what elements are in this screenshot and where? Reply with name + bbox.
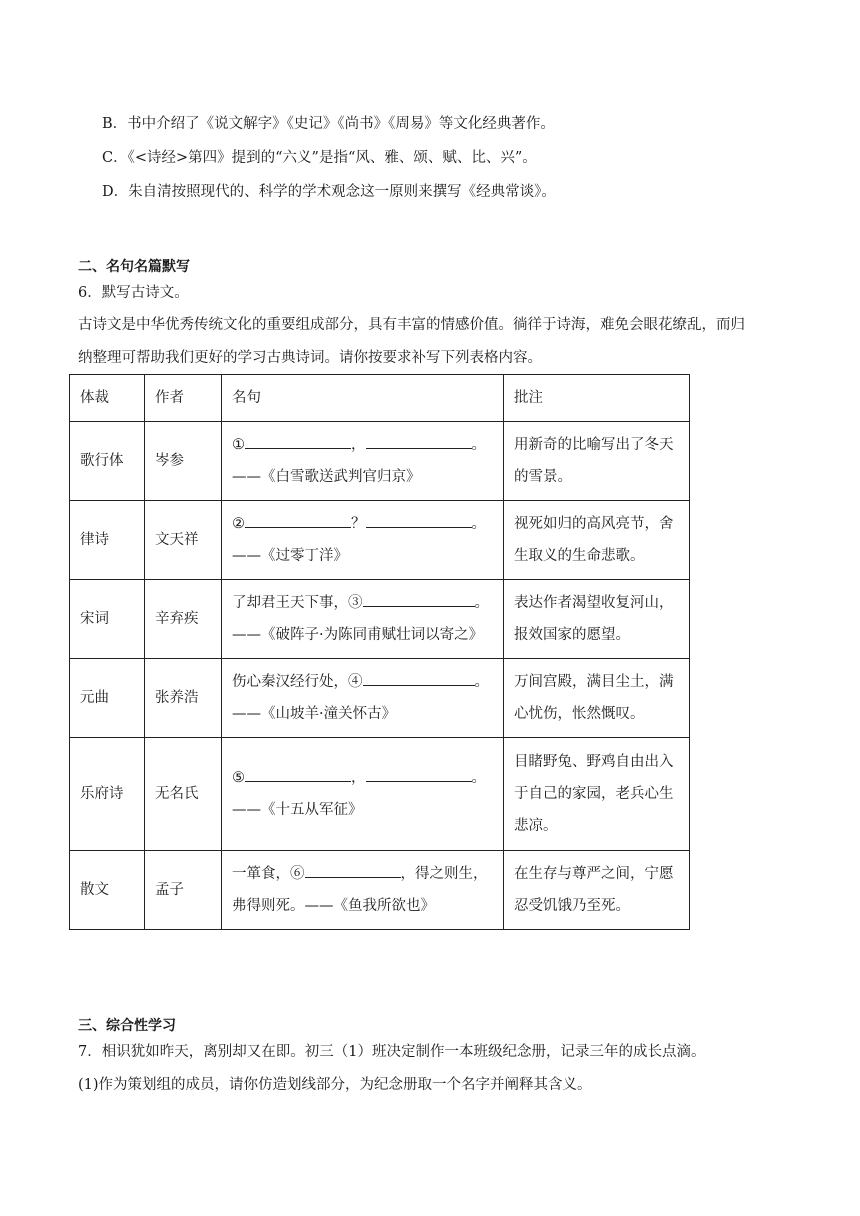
answer-blank[interactable]: [245, 432, 351, 449]
table-row: [70, 422, 690, 501]
poem-table: [69, 374, 690, 930]
source: ——《破阵子·为陈同甫赋壮词以寄之》: [232, 627, 484, 643]
answer-blank[interactable]: [366, 432, 472, 449]
genre-cell: 歌行体: [70, 422, 145, 501]
note-cell: 在生存与尊严之间，宁愿 忍受饥饿乃至死。: [504, 851, 690, 930]
line-cell: 伤心秦汉经行处，④ 。 ——《山坡羊·潼关怀古》: [222, 659, 504, 738]
source: ——《山坡羊·潼关怀古》: [232, 706, 397, 722]
table-row: [70, 851, 690, 930]
line-cell: 了却君王天下事，③ 。 ——《破阵子·为陈同甫赋壮词以寄之》: [222, 580, 504, 659]
option-b: B．书中介绍了《说文解字》《史记》《尚书》《周易》等文化经典著作。: [102, 116, 555, 132]
genre-cell: 律诗: [70, 501, 145, 580]
line-cell: ② ？ 。 ——《过零丁洋》: [222, 501, 504, 580]
header-genre: 体裁: [70, 375, 145, 422]
answer-blank[interactable]: [245, 511, 351, 528]
answer-blank[interactable]: [363, 669, 475, 686]
genre-cell: 散文: [70, 851, 145, 930]
table-row: [70, 580, 690, 659]
author-cell: 孟子: [145, 851, 222, 930]
author-cell: 岑参: [145, 422, 222, 501]
note-cell: 用新奇的比喻写出了冬天 的雪景。: [504, 422, 690, 501]
source: ——《过零丁洋》: [232, 548, 348, 564]
author-cell: 文天祥: [145, 501, 222, 580]
answer-blank[interactable]: [305, 861, 401, 878]
author-cell: 张养浩: [145, 659, 222, 738]
table-row: [70, 501, 690, 580]
section-heading-3: 三、综合性学习: [78, 1018, 176, 1034]
section-heading-2: 二、名句名篇默写: [78, 259, 190, 275]
line-cell: ① ， 。 ——《白雪歌送武判官归京》: [222, 422, 504, 501]
source: ——《白雪歌送武判官归京》: [232, 469, 421, 485]
source: ——《十五从军征》: [232, 802, 363, 818]
author-cell: 辛弃疾: [145, 580, 222, 659]
note-cell: 视死如归的高风亮节，舍 生取义的生命悲歌。: [504, 501, 690, 580]
author-cell: 无名氏: [145, 738, 222, 851]
header-note: 批注: [504, 375, 690, 422]
answer-blank[interactable]: [366, 765, 472, 782]
header-line: 名句: [222, 375, 504, 422]
note-cell: 表达作者渴望收复河山， 报效国家的愿望。: [504, 580, 690, 659]
line-cell: 一箪食，⑥ ，得之则生， 弗得则死。——《鱼我所欲也》: [222, 851, 504, 930]
table-header-row: [70, 375, 690, 422]
header-author: 作者: [145, 375, 222, 422]
question-7: 7．相识犹如昨天，离别却又在即。初三（1）班决定制作一本班级纪念册，记录三年的成长点滴。: [78, 1044, 706, 1060]
question-7-1: (1)作为策划组的成员，请你仿造划线部分，为纪念册取一个名字并阐释其含义。: [78, 1077, 592, 1093]
genre-cell: 乐府诗: [70, 738, 145, 851]
answer-blank[interactable]: [366, 511, 472, 528]
genre-cell: 元曲: [70, 659, 145, 738]
table-row: [70, 659, 690, 738]
note-cell: 目睹野兔、野鸡自由出入 于自己的家园，老兵心生 悲凉。: [504, 738, 690, 851]
genre-cell: 宋词: [70, 580, 145, 659]
question-6: 6．默写古诗文。: [78, 285, 189, 301]
intro-line-2: 纳整理可帮助我们更好的学习古典诗词。请你按要求补写下列表格内容。: [78, 350, 542, 366]
intro-line-1: 古诗文是中华优秀传统文化的重要组成部分，具有丰富的情感价值。徜徉于诗海，难免会眼花缭乱，而归: [78, 317, 745, 333]
option-c: C．《<诗经>第四》提到的“六义”是指“风、雅、颂、赋、比、兴”。: [102, 150, 537, 166]
note-cell: 万间宫殿，满目尘土，满 心忧伤，怅然慨叹。: [504, 659, 690, 738]
answer-blank[interactable]: [363, 590, 475, 607]
answer-blank[interactable]: [245, 765, 351, 782]
source: 弗得则死。——《鱼我所欲也》: [232, 898, 435, 914]
table-row: [70, 738, 690, 851]
line-cell: ⑤ ， 。 ——《十五从军征》: [222, 738, 504, 851]
option-d: D．朱自清按照现代的、科学的学术观念这一原则来撰写《经典常谈》。: [102, 184, 556, 200]
